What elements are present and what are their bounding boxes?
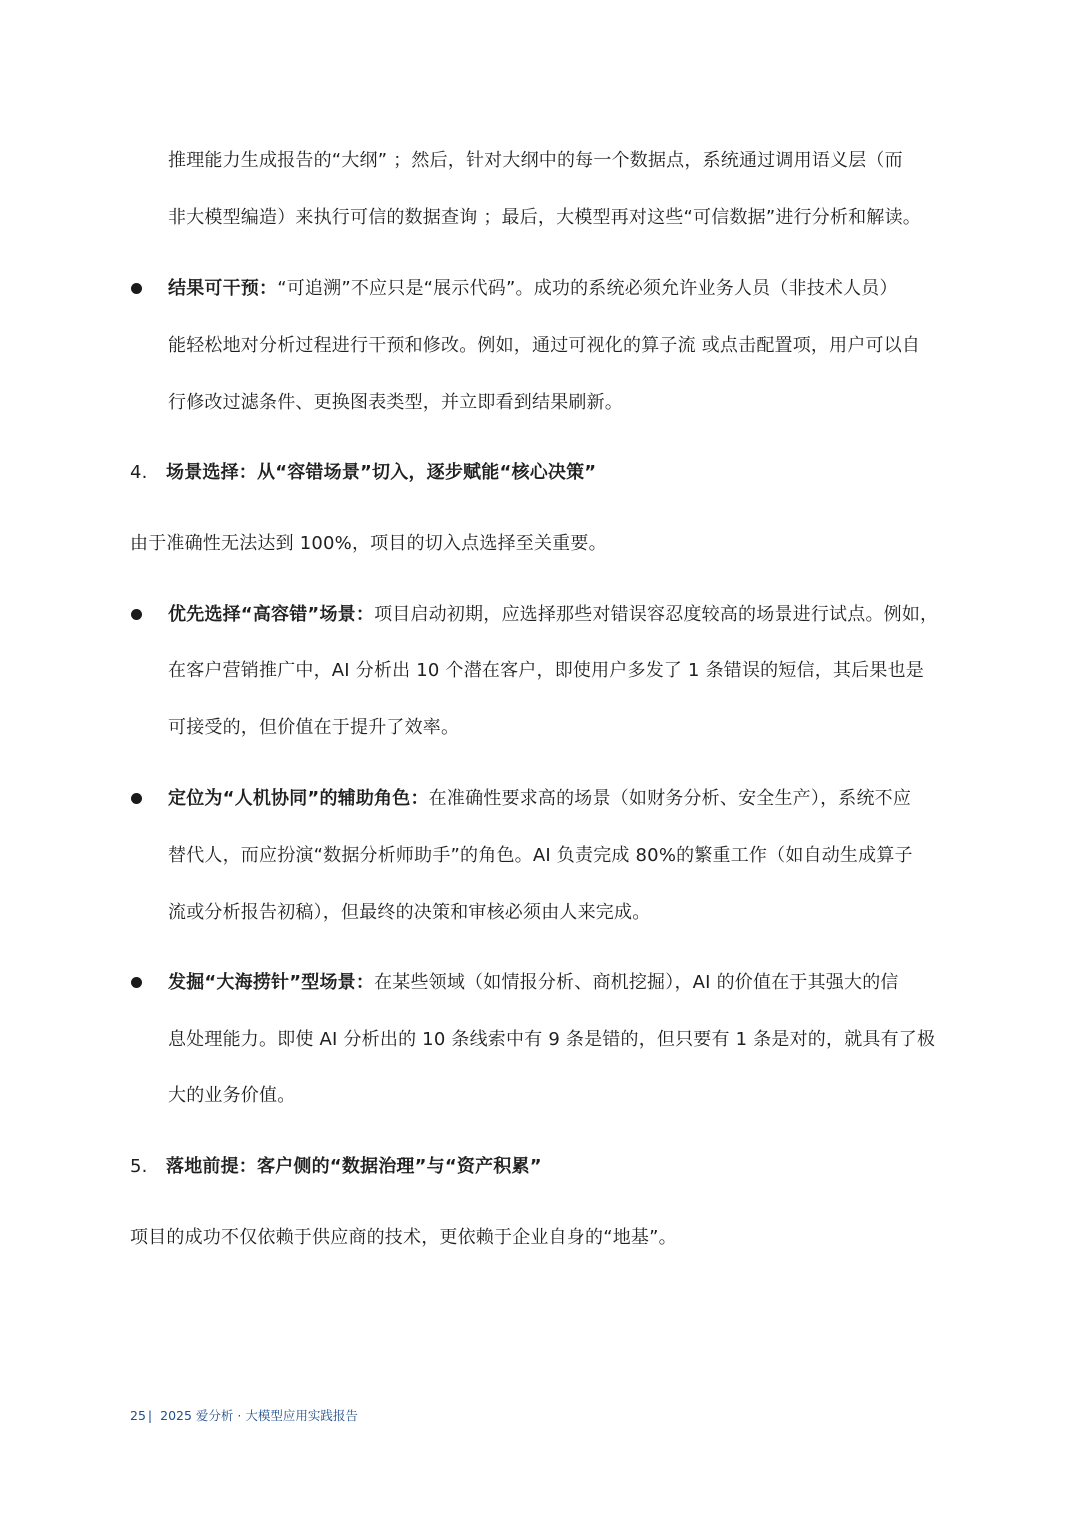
page-number: 25 [130, 1408, 146, 1423]
section-4-heading [130, 461, 596, 485]
section-5-title: 落地前提：客户侧的“数据治理”与“资产积累” [166, 1156, 542, 1177]
bullet-4-2-line-3: 流或分析报告初稿），但最终的决策和审核必须由人来完成。 [168, 902, 651, 923]
bullet-4-2-line-1 [168, 787, 911, 811]
bullet-4-3-title: 发掘“大海捞针”型场景： [168, 972, 375, 993]
bullet-result-line-3: 行修改过滤条件、更换图表类型，并立即看到结果刷新。 [168, 392, 623, 413]
bullet-result-line-2: 能轻松地对分析过程进行干预和修改。例如，通过可视化的算子流 或点击配置项，用户可以自 [168, 335, 921, 356]
bullet-dot [131, 283, 142, 294]
bullet-4-3-text: 在某些领域（如情报分析、商机挖掘），AI 的价值在于其强大的信 [374, 972, 899, 993]
intro-line-2: 非大模型编造）来执行可信的数据查询 ；最后，大模型再对这些“可信数据”进行分析和解读。 [168, 207, 921, 228]
section-4-intro: 由于准确性无法达到 100%，项目的切入点选择至关重要。 [130, 533, 607, 554]
bullet-4-1-line-2: 在客户营销推广中，AI 分析出 10 个潜在客户，即使用户多发了 1 条错误的短信，其后果也是 [168, 660, 924, 681]
section-4-title: 场景选择：从“容错场景”切入，逐步赋能“核心决策” [166, 462, 597, 483]
section-4-number: 4. [130, 462, 148, 483]
page-footer [130, 1407, 358, 1425]
bullet-4-3-line-2: 息处理能力。即使 AI 分析出的 10 条线索中有 9 条是错的，但只要有 1 条是对的，就具有了极 [168, 1029, 936, 1050]
bullet-4-2-title: 定位为“人机协同”的辅助角色： [168, 788, 429, 809]
section-5-number: 5. [130, 1156, 148, 1177]
footer-separator: | [147, 1408, 153, 1423]
section-5-intro: 项目的成功不仅依赖于供应商的技术，更依赖于企业自身的“地基”。 [130, 1227, 677, 1248]
bullet-result-title: 结果可干预： [168, 278, 278, 299]
bullet-4-3-line-1 [168, 971, 899, 995]
bullet-dot [131, 977, 142, 988]
bullet-result-text: “可追溯”不应只是“展示代码”。成功的系统必须允许业务人员（非技术人员） [277, 278, 898, 299]
intro-line-1: 推理能力生成报告的“大纲” ；然后，针对大纲中的每一个数据点，系统通过调用语义层（而 [168, 150, 903, 171]
bullet-result-line-1 [168, 277, 898, 301]
footer-report-title: 2025 爱分析 · 大模型应用实践报告 [160, 1408, 358, 1423]
bullet-4-3-line-3: 大的业务价值。 [168, 1085, 296, 1106]
bullet-4-1-line-1 [168, 603, 938, 627]
section-5-heading [130, 1155, 542, 1179]
bullet-dot [131, 793, 142, 804]
bullet-4-2-line-2: 替代人，而应扮演“数据分析师助手”的角色。AI 负责完成 80%的繁重工作（如自动生成算子 [168, 845, 913, 866]
bullet-dot [131, 609, 142, 620]
bullet-4-1-line-3: 可接受的，但价值在于提升了效率。 [168, 717, 460, 738]
bullet-4-2-text: 在准确性要求高的场景（如财务分析、安全生产），系统不应 [428, 788, 912, 809]
bullet-4-1-title: 优先选择“高容错”场景： [168, 604, 375, 625]
bullet-4-1-text: 项目启动初期，应选择那些对错误容忍度较高的场景进行试点。例如， [374, 604, 939, 625]
